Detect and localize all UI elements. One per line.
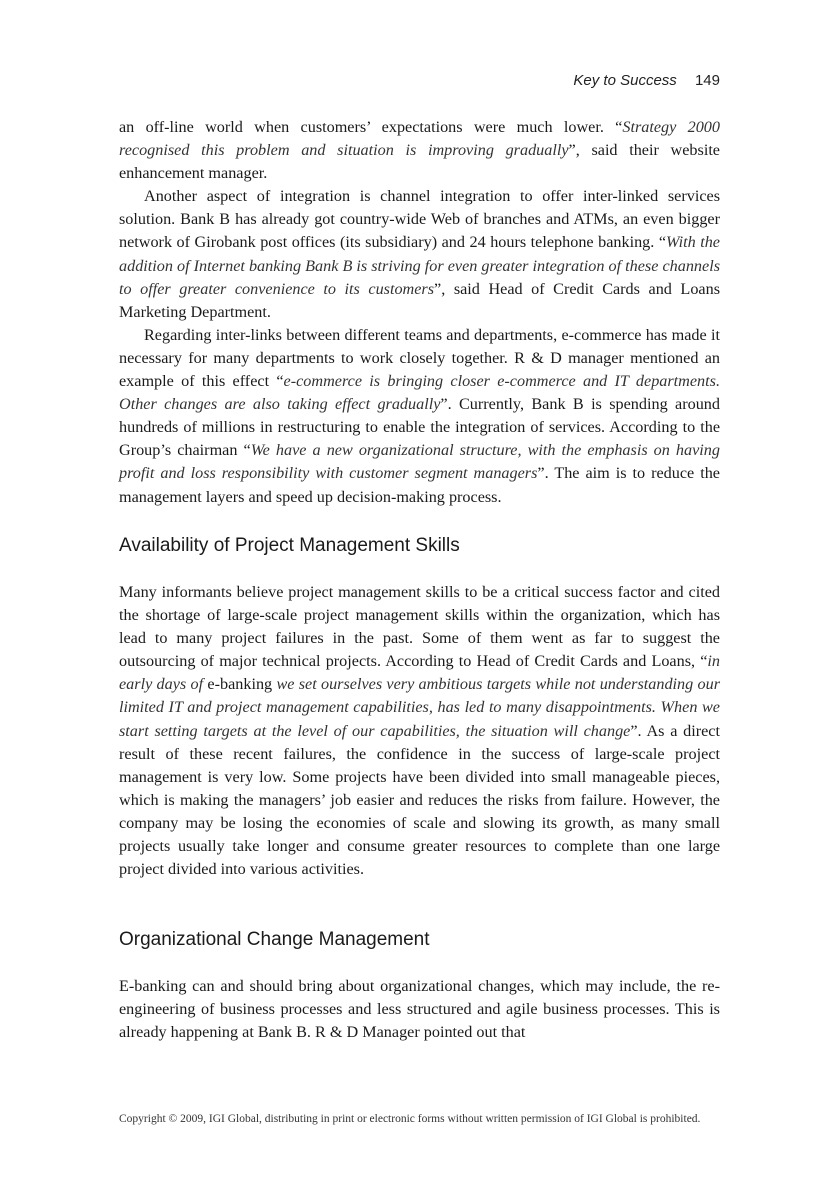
paragraph <box>119 975 720 1044</box>
body-text-run: Another aspect of integration is channel integration to offer inter-linked services solution. Bank B has already got country-wide Web of branches and ATMs, an even bigger network of Girobank post offices (its subsidiary) and 24 hours telephone banking. “ <box>119 187 720 252</box>
paragraph <box>119 324 720 509</box>
body-text-run: ”, said Head of Credit Cards and Loans Marketing Department. <box>119 279 720 321</box>
heading-project-management-skills: Availability of Project Management Skills <box>119 535 460 556</box>
body-text-run: Many informants believe project management skills to be a critical success factor and cited the shortage of large-scale project management skills within the organization, which has lead to many project failures in the past. Some of them went as far to suggest the outsourcing of major technical projects. According to Head of Credit Cards and Loans, “ <box>119 583 720 671</box>
quote-text: With the addition of Internet banking Bank B is striving for even greater integration of these channels to offer greater convenience to its customers <box>119 233 720 298</box>
quote-text: in early days of <box>119 652 720 694</box>
running-head <box>573 72 720 89</box>
body-text-run: ”. As a direct result of these recent failures, the confidence in the success of large-scale project management is very low. Some projects have been divided into small manageable pieces, which is making the managers’ job easier and reduces the risks from failure. However, the company may be losing the economies of scale and slowing its growth, as many small projects usually take longer and consume greater resources to complete than one large project divided into various activities. <box>119 721 720 879</box>
body-text-run: e-banking <box>207 675 277 694</box>
body-text-run: ”, said their website enhancement manager. <box>119 141 720 183</box>
body-text-run: E-banking can and should bring about organizational changes, which may include, the re-engineering of business processes and less structured and agile business processes. This is already happening at Bank B. R & D Manager pointed out that <box>119 977 720 1042</box>
section-integration <box>119 116 720 509</box>
section-project-management <box>119 581 720 881</box>
paragraph <box>119 581 720 881</box>
quote-text: Strategy 2000 recognised this problem and situation is improving gradually <box>119 118 720 160</box>
body-text-run: an off-line world when customers’ expectations were much lower. “ <box>119 118 623 136</box>
section-organizational-change <box>119 975 720 1044</box>
heading-organizational-change: Organizational Change Management <box>119 929 430 950</box>
body-text-run: ”. Currently, Bank B is spending around hundreds of millions in restructuring to enable the integration of services. According to the Group’s chairman “ <box>119 395 720 460</box>
copyright-footer: Copyright © 2009, IGI Global, distributing in print or electronic forms without written permission of IGI Global is prohibited. <box>119 1113 701 1125</box>
running-head-title: Key to Success <box>573 72 677 89</box>
quote-text: We have a new organizational structure, with the emphasis on having profit and loss responsibility with customer segment managers <box>119 441 720 483</box>
quote-text: e-commerce is bringing closer e-commerce and IT departments. Other changes are also taking effect gradually <box>119 372 720 414</box>
quote-text: we set ourselves very ambitious targets while not understanding our limited IT and project management capabilities, has led to many disappointments. When we start setting targets at the level of our capabilities, the situation will change <box>119 675 721 740</box>
body-text-run: ”. The aim is to reduce the management layers and speed up decision-making process. <box>119 464 720 506</box>
page-number: 149 <box>694 72 720 89</box>
paragraph <box>119 116 720 185</box>
paragraph <box>119 185 720 324</box>
body-text-run: Regarding inter-links between different teams and departments, e-commerce has made it necessary for many departments to work closely together. R & D manager mentioned an example of this effect “ <box>119 325 720 391</box>
